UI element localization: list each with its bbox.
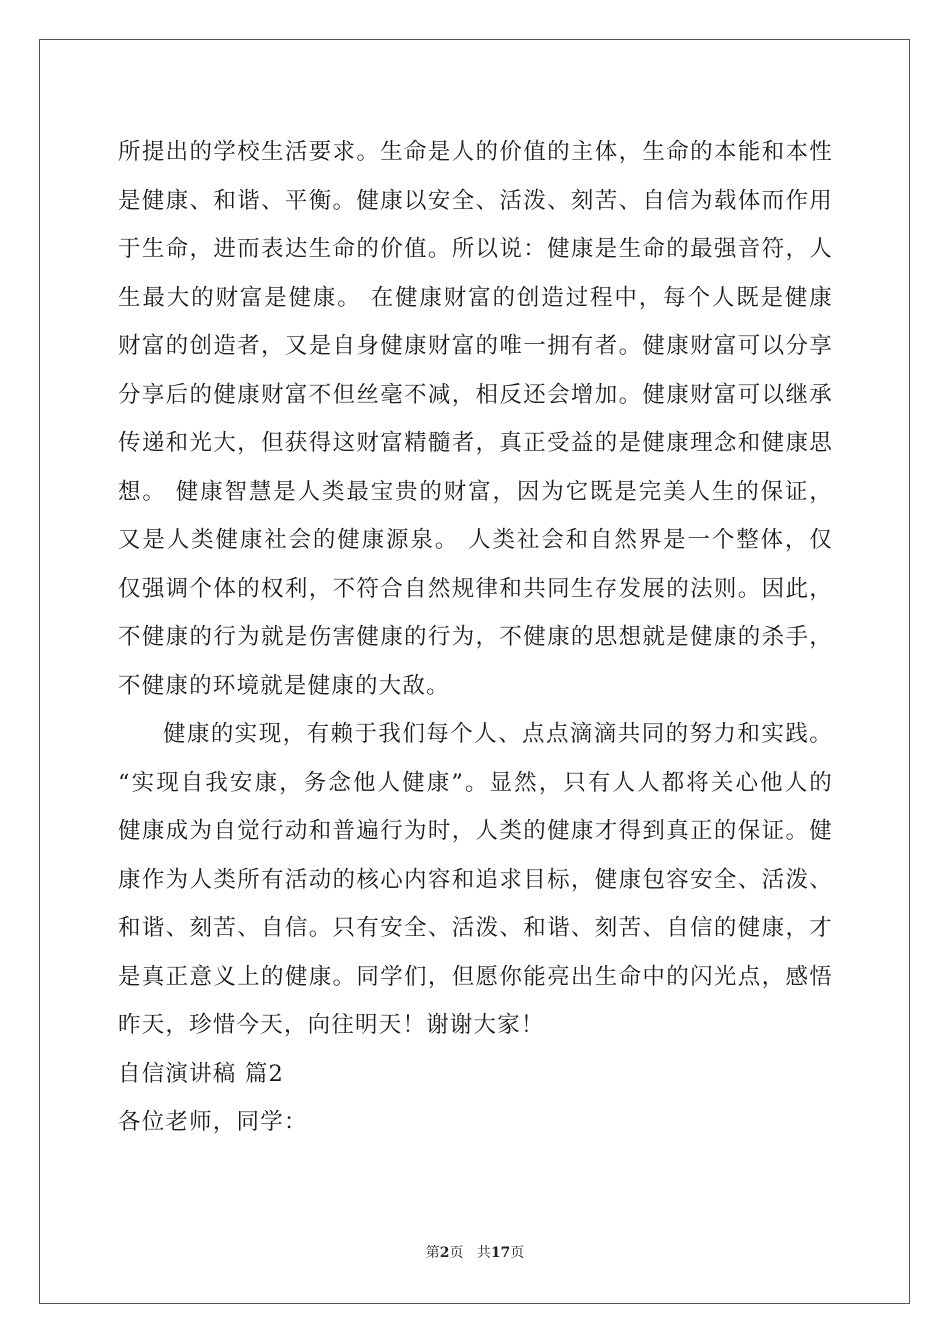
text-line: 财富的创造者，又是自身健康财富的唯一拥有者。健康财富可以分享 — [118, 333, 833, 359]
text-line: 于生命，进而表达生命的价值。所以说：健康是生命的最强音符，人 — [118, 236, 833, 262]
text-line: 又是人类健康社会的健康源泉。 人类社会和自然界是一个整体，仅 — [118, 527, 833, 553]
text-line: 是真正意义上的健康。同学们，但愿你能亮出生命中的闪光点，感悟 — [118, 963, 833, 990]
text-line: 不健康的环境就是健康的大敌。 — [118, 672, 450, 699]
text-line: 不健康的行为就是伤害健康的行为，不健康的思想就是健康的杀手， — [118, 624, 833, 650]
text-line: 想。 健康智慧是人类最宝贵的财富，因为它既是完美人生的保证， — [118, 478, 833, 505]
text-line: 所提出的学校生活要求。生命是人的价值的主体，生命的本能和本性 — [118, 139, 833, 165]
page-footer — [0, 1243, 950, 1263]
text-line: 分享后的健康财富不但丝毫不减，相反还会增加。健康财富可以继承 — [118, 381, 833, 408]
salutation: 各位老师，同学： — [118, 1109, 308, 1135]
paragraph-1 — [118, 128, 833, 710]
paragraph-2 — [118, 710, 833, 1050]
footer-total-prefix: 共 — [476, 1245, 491, 1261]
total-page-count: 17 — [490, 1245, 511, 1261]
footer-page-suffix: 页 — [449, 1245, 464, 1261]
current-page-number: 2 — [439, 1245, 450, 1261]
text-line: 生最大的财富是健康。 在健康财富的创造过程中，每个人既是健康 — [118, 284, 833, 311]
text-line: 仅强调个体的权利，不符合自然规律和共同生存发展的法则。因此， — [118, 575, 833, 602]
text-line: 昨天，珍惜今天，向往明天！谢谢大家！ — [118, 1012, 545, 1038]
text-line: 健康的实现，有赖于我们每个人、点点滴滴共同的努力和实践。 — [163, 721, 833, 747]
document-body — [118, 128, 833, 1147]
footer-total-suffix: 页 — [510, 1245, 525, 1261]
text-line: 康作为人类所有活动的核心内容和追求目标，健康包容安全、活泼、 — [118, 866, 833, 893]
text-line: “实现自我安康，务念他人健康”。显然，只有人人都将关心他人的 — [118, 769, 833, 796]
text-line: 和谐、刻苦、自信。只有安全、活泼、和谐、刻苦、自信的健康，才 — [118, 915, 833, 941]
text-line: 健康成为自觉行动和普遍行为时，人类的健康才得到真正的保证。健 — [118, 818, 833, 844]
section-heading: 自信演讲稿 篇2 — [118, 1060, 285, 1087]
text-line: 传递和光大，但获得这财富精髓者，真正受益的是健康理念和健康思 — [118, 430, 833, 456]
footer-prefix: 第 — [425, 1245, 440, 1261]
text-line: 是健康、和谐、平衡。健康以安全、活泼、刻苦、自信为载体而作用 — [118, 187, 833, 214]
